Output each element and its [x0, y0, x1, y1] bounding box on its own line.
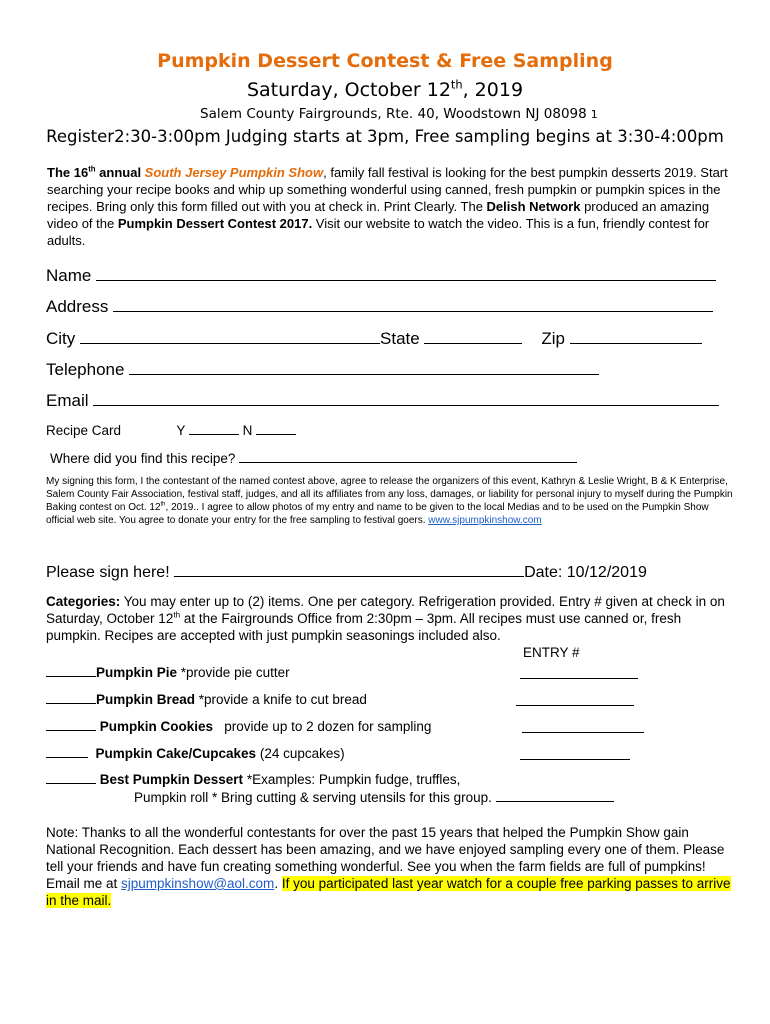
zip-input[interactable] [570, 328, 702, 344]
email-link[interactable]: sjpumpkinshow@aol.com [121, 876, 275, 891]
city-state-zip-field [46, 328, 702, 349]
recipe-card-label: Recipe Card [46, 423, 122, 438]
name-label: Name [46, 266, 92, 285]
email-label: Email [46, 391, 89, 410]
telephone-input[interactable] [129, 359, 599, 375]
entry-number-header: ENTRY # [523, 645, 580, 660]
entry-number-input[interactable] [520, 759, 630, 760]
release-text: My signing this form, I the contestant of the named contest above, agree to release the organizers of this event, Kathryn & Leslie Wright, B & K Enterprise, Salem County Fair Association, festival staff, judges, and all its affiliates from any loss, damages, or liability for personal injury to myself during the Pumpkin Baking contest on Oct. 12th, 2019.. I agree to allow photos of my entry and name to be given to the local Medias and to be used on the Pumpkin Show official web site. You agree to donate your entry for the free sampling to festival goers. www.sjpumpkinshow.com [46, 476, 733, 526]
recipe-source-input[interactable] [239, 450, 577, 463]
address-field [46, 296, 713, 317]
address-label: Address [46, 297, 109, 316]
telephone-label: Telephone [46, 360, 125, 379]
category-item: Pumpkin Cake/Cupcakes (24 cupcakes) [46, 745, 345, 761]
entry-number-input[interactable] [516, 705, 634, 706]
email-input[interactable] [93, 390, 719, 406]
category-check-input[interactable] [46, 691, 96, 704]
parking-pass-highlight: If you participated last year watch for a couple free parking passes to arrive in the mail. [46, 876, 731, 908]
recipe-card-field [46, 422, 296, 438]
yes-label: Y [176, 423, 186, 438]
entry-number-input[interactable] [496, 789, 614, 802]
category-item-detail: Pumpkin roll * Bring cutting & serving utensils for this group. [134, 789, 614, 805]
closing-note: Note: Thanks to all the wonderful contestants for over the past 15 years that helped the Pumpkin Show gain National Recognition. Each dessert has been amazing, and we have enjoyed sampling every one of them. Please tell your friends and have fun creating something wonderful. See you when the farm fields are full of pumpkins! Email me at sjpumpkinshow@aol.com. If you participated last year watch for a couple free parking passes to arrive in the mail. [46, 825, 731, 908]
category-check-input[interactable] [46, 664, 96, 677]
intro-paragraph: The 16th annual South Jersey Pumpkin Show, family fall festival is looking for the best pumpkin desserts 2019. Start searching your recipe books and whip up something wonderful using canned, fresh pumpkin or pumpkin spices in the recipes. Bring only this form filled out with you at check in. Print Clearly. The Delish Network produced an amazing video of the Pumpkin Dessert Contest 2017. Visit our website to watch the video. This is a fun, friendly contest for adults. [47, 164, 728, 248]
yes-input[interactable] [189, 422, 239, 435]
no-input[interactable] [256, 422, 296, 435]
state-input[interactable] [424, 328, 522, 344]
category-item: Best Pumpkin Dessert *Examples: Pumpkin fudge, truffles, [46, 771, 460, 787]
category-item: Pumpkin Pie *provide pie cutter [46, 664, 290, 680]
categories-paragraph: Categories: You may enter up to (2) items. One per category. Refrigeration provided. Entry # given at check in on Saturday, October 12th at the Fairgrounds Office from 2:30pm – 3pm. All recipes must use canned or, fresh pumpkin. Recipes are accepted with just pumpkin seasonings included also. [46, 594, 725, 643]
recipe-source-label: Where did you find this recipe? [50, 451, 236, 466]
telephone-field [46, 359, 599, 380]
event-location: Salem County Fairgrounds, Rte. 40, Woodstown NJ 08098 1 [200, 106, 598, 122]
city-label: City [46, 329, 76, 348]
recipe-source-field [50, 450, 577, 466]
name-field [46, 265, 716, 286]
entry-number-input[interactable] [522, 732, 644, 733]
location-footnote: 1 [590, 108, 598, 121]
state-label: State [380, 329, 420, 348]
signature-date: Date: 10/12/2019 [524, 564, 647, 581]
page-title: Pumpkin Dessert Contest & Free Sampling [157, 50, 613, 72]
no-label: N [242, 423, 253, 438]
category-check-input[interactable] [46, 745, 88, 758]
category-item: Pumpkin Bread *provide a knife to cut bread [46, 691, 367, 707]
category-check-input[interactable] [46, 718, 96, 731]
category-check-input[interactable] [46, 771, 96, 784]
city-input[interactable] [80, 328, 380, 344]
address-input[interactable] [113, 296, 713, 312]
zip-label: Zip [541, 329, 565, 348]
entry-number-input[interactable] [520, 678, 638, 679]
event-schedule: Register2:30-3:00pm Judging starts at 3pm, Free sampling begins at 3:30-4:00pm [46, 127, 724, 146]
event-date: Saturday, October 12th, 2019 [246, 77, 524, 101]
signature-input[interactable] [174, 561, 524, 577]
signature-label: Please sign here! [46, 564, 170, 581]
category-item: Pumpkin Cookies provide up to 2 dozen for sampling [46, 718, 431, 734]
name-input[interactable] [96, 265, 716, 281]
website-link[interactable]: www.sjpumpkinshow.com [428, 515, 542, 526]
email-field [46, 390, 719, 411]
signature-row [46, 561, 647, 582]
show-name: South Jersey Pumpkin Show [144, 165, 324, 180]
